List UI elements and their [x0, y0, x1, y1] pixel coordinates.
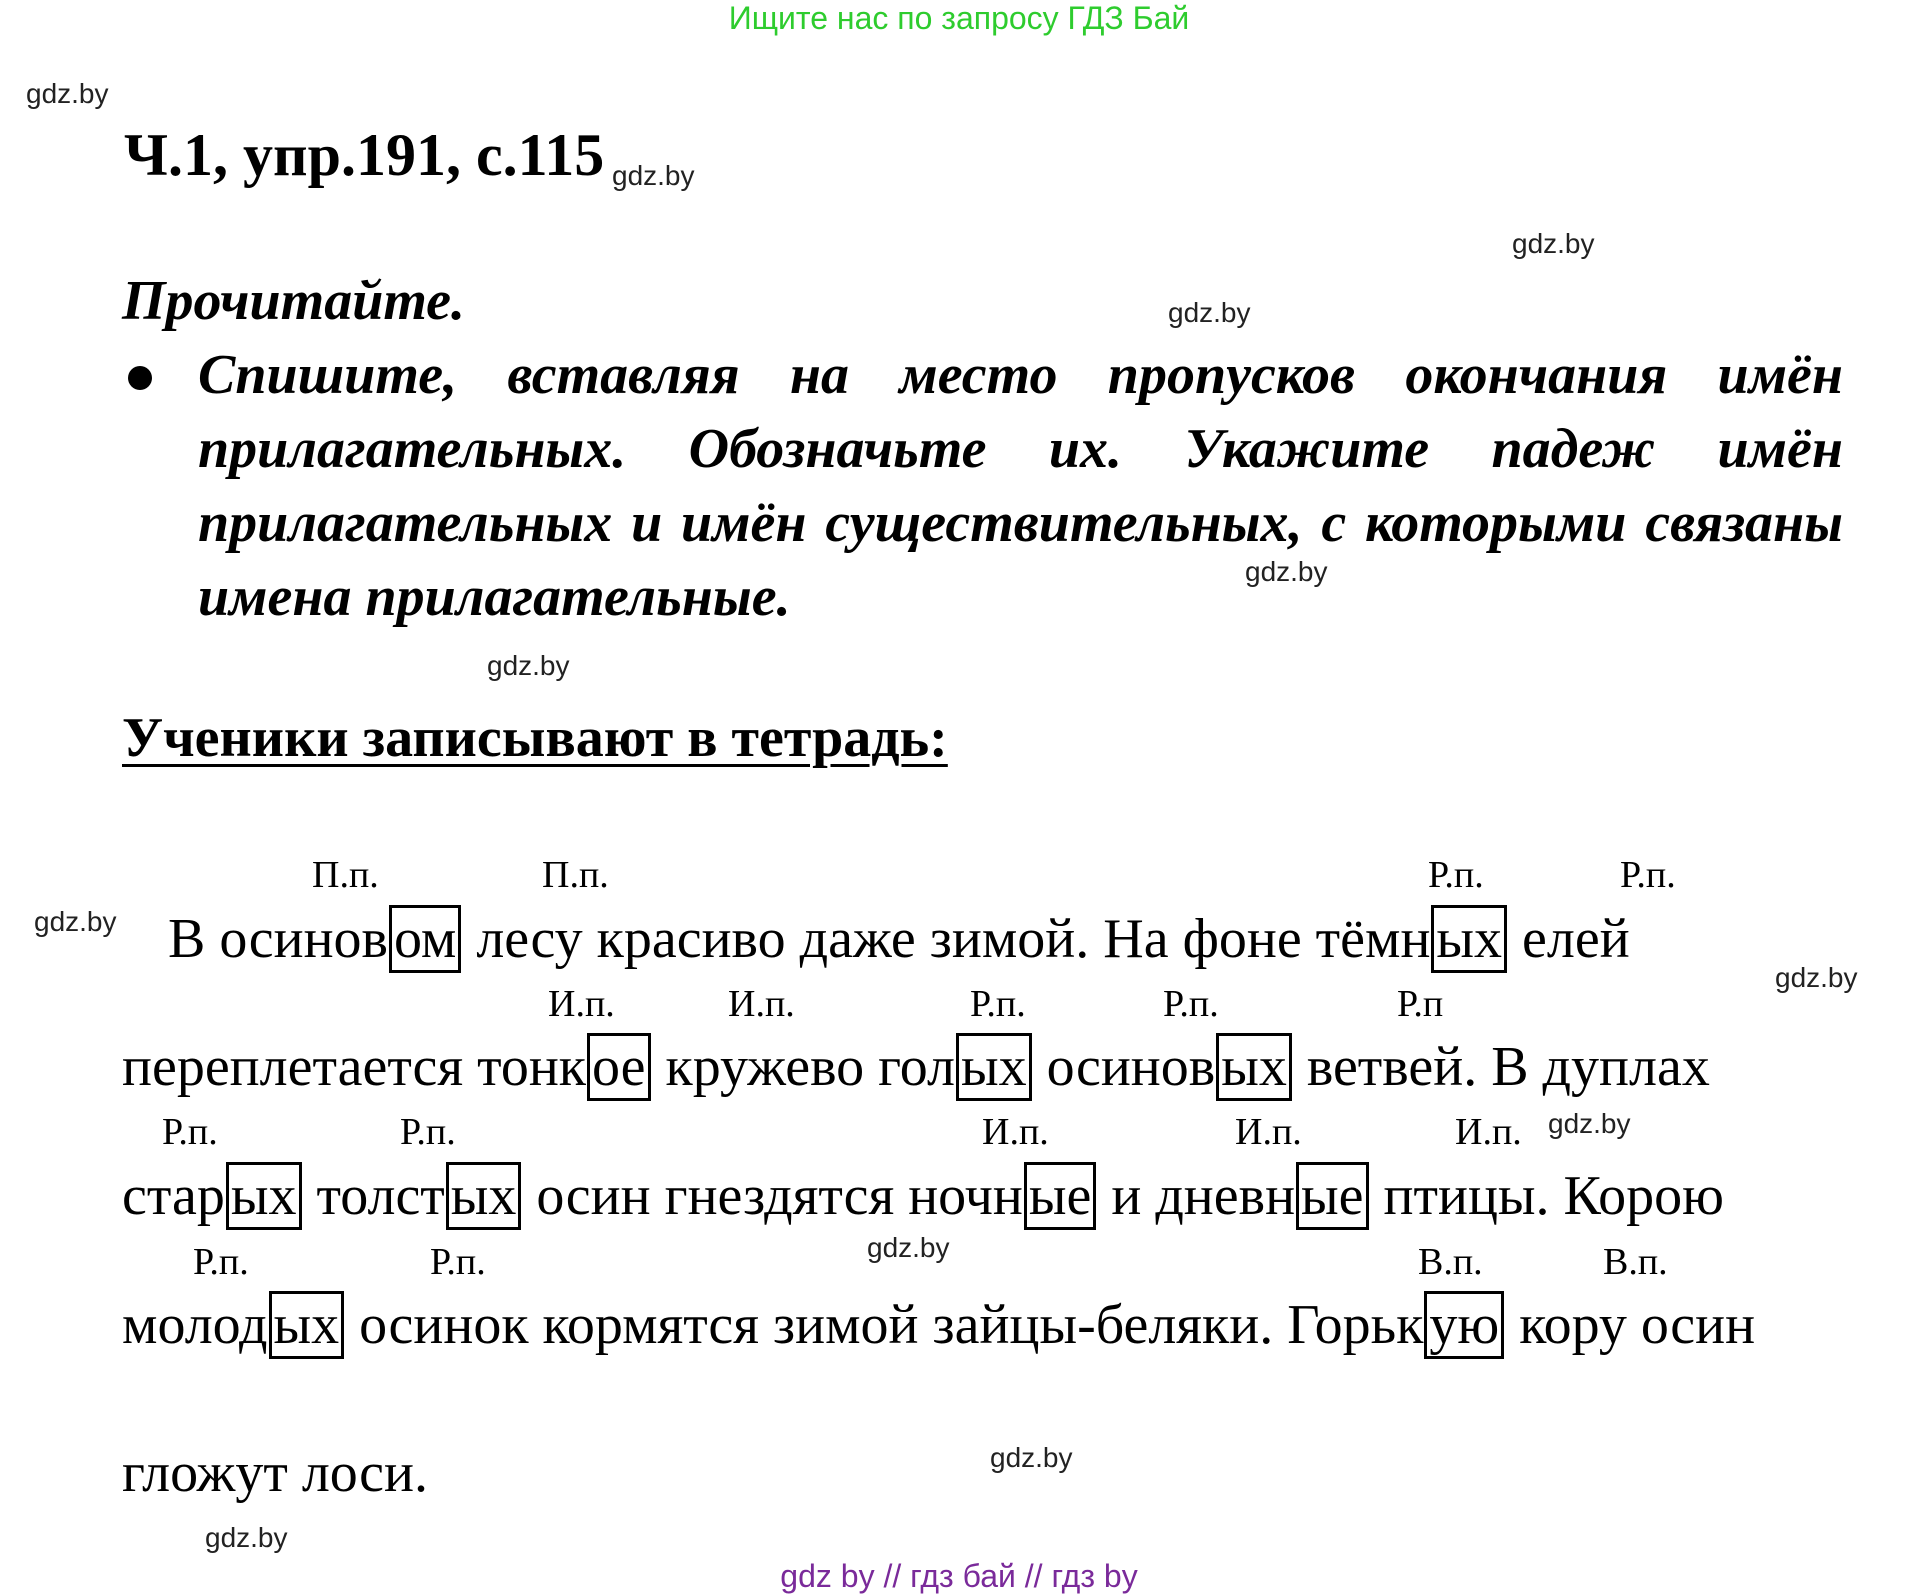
ending-box: ых: [1431, 905, 1507, 973]
top-banner: Ищите нас по запросу ГДЗ Бай: [728, 0, 1190, 36]
text-segment: стар: [122, 1165, 225, 1227]
exercise-line-2: [122, 1033, 1710, 1101]
ending-box: ых: [956, 1033, 1032, 1101]
case-label: И.п.: [548, 983, 615, 1025]
text-segment: елей: [1508, 908, 1630, 970]
case-label: Р.п.: [1620, 854, 1676, 896]
case-label: И.п.: [982, 1111, 1049, 1153]
exercise-line-5: [122, 1440, 428, 1506]
case-label: Р.п.: [970, 983, 1026, 1025]
ending-box: ую: [1424, 1291, 1504, 1359]
ending-box: ое: [587, 1033, 651, 1101]
students-heading: Ученики записывают в тетрадь:: [122, 707, 948, 769]
case-label: П.п.: [312, 854, 379, 896]
watermark: gdz.by: [205, 1522, 288, 1553]
read-instruction: Прочитайте.: [122, 270, 466, 332]
text-segment: кору осин: [1505, 1294, 1756, 1356]
case-label: Р.п.: [193, 1241, 249, 1283]
text-segment: гложут лоси.: [122, 1442, 429, 1504]
watermark: gdz.by: [990, 1442, 1073, 1473]
watermark: gdz.by: [1168, 297, 1251, 328]
text-segment: осинов: [1032, 1036, 1216, 1098]
exercise-line-3: [122, 1162, 1724, 1230]
watermark: gdz.by: [487, 650, 570, 681]
watermark: gdz.by: [26, 78, 109, 109]
footer-links: gdz by // гдз бай // гдз by: [780, 1558, 1138, 1594]
case-label: В.п.: [1418, 1241, 1483, 1283]
task-text: Спишите, вставляя на место пропусков окончания имён прилагательных. Обозначьте их. Укажите падеж имён прилагательных и имён существительных, с которыми связаны имена прилагательные.: [198, 344, 1843, 628]
case-label: Р.п: [1397, 983, 1444, 1025]
exercise-line-1: [168, 905, 1630, 973]
case-label: И.п.: [728, 983, 795, 1025]
case-label: Р.п.: [430, 1241, 486, 1283]
ending-box: ых: [446, 1162, 522, 1230]
text-segment: ветвей. В дуплах: [1292, 1036, 1710, 1098]
bullet-icon: [128, 366, 152, 390]
case-label: П.п.: [542, 854, 609, 896]
text-segment: осинок кормятся зимой зайцы-беляки. Горьк: [345, 1294, 1424, 1356]
exercise-line-4: [122, 1291, 1755, 1359]
watermark: gdz.by: [612, 160, 695, 191]
case-label: В.п.: [1603, 1241, 1668, 1283]
text-segment: молод: [122, 1294, 268, 1356]
watermark: gdz.by: [1775, 962, 1858, 993]
ending-box: ых: [1216, 1033, 1292, 1101]
ending-box: ом: [389, 905, 461, 973]
text-segment: толст: [302, 1165, 445, 1227]
case-label: Р.п.: [1163, 983, 1219, 1025]
ending-box: ые: [1296, 1162, 1368, 1230]
text-segment: осин гнездятся ночн: [522, 1165, 1023, 1227]
page-title: Ч.1, упр.191, с.115: [124, 122, 605, 188]
text-segment: В осинов: [168, 908, 388, 970]
watermark: gdz.by: [867, 1232, 950, 1263]
watermark: gdz.by: [1512, 228, 1595, 259]
watermark: gdz.by: [1245, 556, 1328, 587]
ending-box: ые: [1024, 1162, 1096, 1230]
text-segment: птицы. Корою: [1369, 1165, 1724, 1227]
case-label: Р.п.: [1428, 854, 1484, 896]
text-segment: и дневн: [1097, 1165, 1296, 1227]
ending-box: ых: [269, 1291, 345, 1359]
text-segment: кружево гол: [651, 1036, 955, 1098]
watermark: gdz.by: [34, 906, 117, 937]
ending-box: ых: [226, 1162, 302, 1230]
case-label: Р.п.: [162, 1111, 218, 1153]
text-segment: переплетается тонк: [122, 1036, 586, 1098]
case-label: Р.п.: [400, 1111, 456, 1153]
case-label: И.п.: [1455, 1111, 1522, 1153]
watermark: gdz.by: [1548, 1108, 1631, 1139]
case-label: И.п.: [1235, 1111, 1302, 1153]
text-segment: лесу красиво даже зимой. На фоне тёмн: [462, 908, 1431, 970]
